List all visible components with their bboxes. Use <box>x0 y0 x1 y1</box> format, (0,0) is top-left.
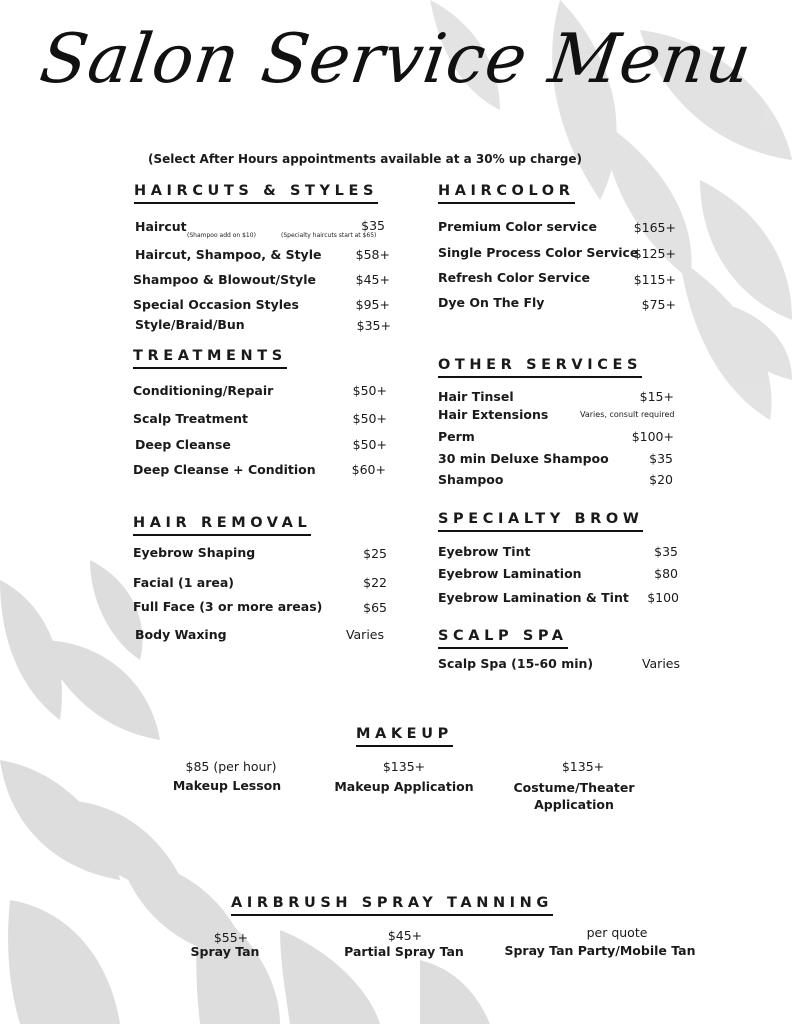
service-name: Spray Tan Party/Mobile Tan <box>504 943 696 958</box>
service-name: Eyebrow Lamination <box>438 566 582 581</box>
haircuts-heading: HAIRCUTS & STYLES <box>134 182 378 204</box>
service-name: Body Waxing <box>135 627 227 642</box>
service-price: Varies <box>345 627 384 642</box>
service-name: Hair Extensions <box>438 407 549 422</box>
other-services-heading: OTHER SERVICES <box>438 356 642 378</box>
service-name: Facial (1 area) <box>133 575 234 590</box>
specialty-haircut-note: (Specialty haircuts start at $65) <box>281 232 377 239</box>
service-price: $50+ <box>352 411 387 426</box>
service-price: $100+ <box>631 429 674 444</box>
service-name: Makeup Application <box>334 779 474 794</box>
service-name: Costume/Theater <box>513 780 635 795</box>
service-name: Single Process Color Service <box>438 245 639 260</box>
service-name: 30 min Deluxe Shampoo <box>438 451 609 466</box>
service-price: $50+ <box>352 437 387 452</box>
service-name: Eyebrow Tint <box>438 544 531 559</box>
service-price: $22 <box>363 575 387 590</box>
service-price: $60+ <box>351 462 386 477</box>
service-name: Full Face (3 or more areas) <box>133 599 323 614</box>
service-name: Perm <box>438 429 475 444</box>
service-name: Hair Tinsel <box>438 389 514 404</box>
service-price: $15+ <box>639 389 674 404</box>
service-name: Scalp Treatment <box>133 411 249 426</box>
service-name: Dye On The Fly <box>438 295 545 310</box>
service-name: Haircut, Shampoo, & Style <box>135 247 322 262</box>
service-price: $75+ <box>641 297 676 312</box>
service-price: Varies <box>641 656 680 671</box>
service-price: $35 <box>361 218 385 233</box>
shampoo-addon-note: (Shampoo add on $10) <box>187 232 256 239</box>
service-name: Spray Tan <box>190 944 260 959</box>
service-name: Eyebrow Shaping <box>133 545 256 560</box>
service-name: Deep Cleanse + Condition <box>133 462 316 477</box>
service-price: $115+ <box>633 272 676 287</box>
service-price: $58+ <box>355 247 390 262</box>
tanning-heading: AIRBRUSH SPRAY TANNING <box>231 894 553 916</box>
service-name: Haircut <box>135 219 187 234</box>
service-name: Scalp Spa (15-60 min) <box>438 656 594 671</box>
service-price: $85 (per hour) <box>185 759 277 774</box>
service-price: $135+ <box>382 759 426 774</box>
service-price: $35 <box>654 544 678 559</box>
service-name: Premium Color service <box>438 219 597 234</box>
specialty-brow-heading: SPECIALTY BROW <box>438 510 643 532</box>
service-price: Varies, consult required <box>580 410 675 419</box>
service-name: Deep Cleanse <box>135 437 231 452</box>
makeup-heading: MAKEUP <box>356 725 453 747</box>
service-price: $100 <box>647 590 679 605</box>
service-name: Special Occasion Styles <box>133 297 299 312</box>
service-price: $25 <box>363 546 387 561</box>
service-name: Eyebrow Lamination & Tint <box>438 590 629 605</box>
service-price: $45+ <box>387 928 423 943</box>
service-price: $45+ <box>355 272 390 287</box>
service-price: $65 <box>363 600 387 615</box>
service-price: per quote <box>586 925 648 940</box>
service-price: $80 <box>654 566 678 581</box>
service-price: $20 <box>649 472 673 487</box>
service-price: $95+ <box>355 297 390 312</box>
service-price: $135+ <box>561 759 605 774</box>
service-name: Application <box>534 797 614 812</box>
service-name: Conditioning/Repair <box>133 383 274 398</box>
service-price: $35+ <box>356 318 391 333</box>
service-name: Shampoo & Blowout/Style <box>133 272 316 287</box>
haircolor-heading: HAIRCOLOR <box>438 182 575 204</box>
service-price: $50+ <box>352 383 387 398</box>
service-name: Style/Braid/Bun <box>135 317 245 332</box>
service-name: Refresh Color Service <box>438 270 590 285</box>
service-price: $35 <box>649 451 673 466</box>
after-hours-note: (Select After Hours appointments available at a 30% up charge) <box>148 152 582 166</box>
service-price: $125+ <box>633 246 676 261</box>
service-name: Partial Spray Tan <box>344 944 464 959</box>
service-name: Makeup Lesson <box>172 778 282 793</box>
scalp-spa-heading: SCALP SPA <box>438 627 568 649</box>
hair-removal-heading: HAIR REMOVAL <box>133 514 311 536</box>
page-title: Salon Service Menu <box>35 20 757 99</box>
service-name: Shampoo <box>438 472 504 487</box>
service-price: $55+ <box>213 930 249 945</box>
service-price: $165+ <box>633 220 676 235</box>
treatments-heading: TREATMENTS <box>133 347 287 369</box>
